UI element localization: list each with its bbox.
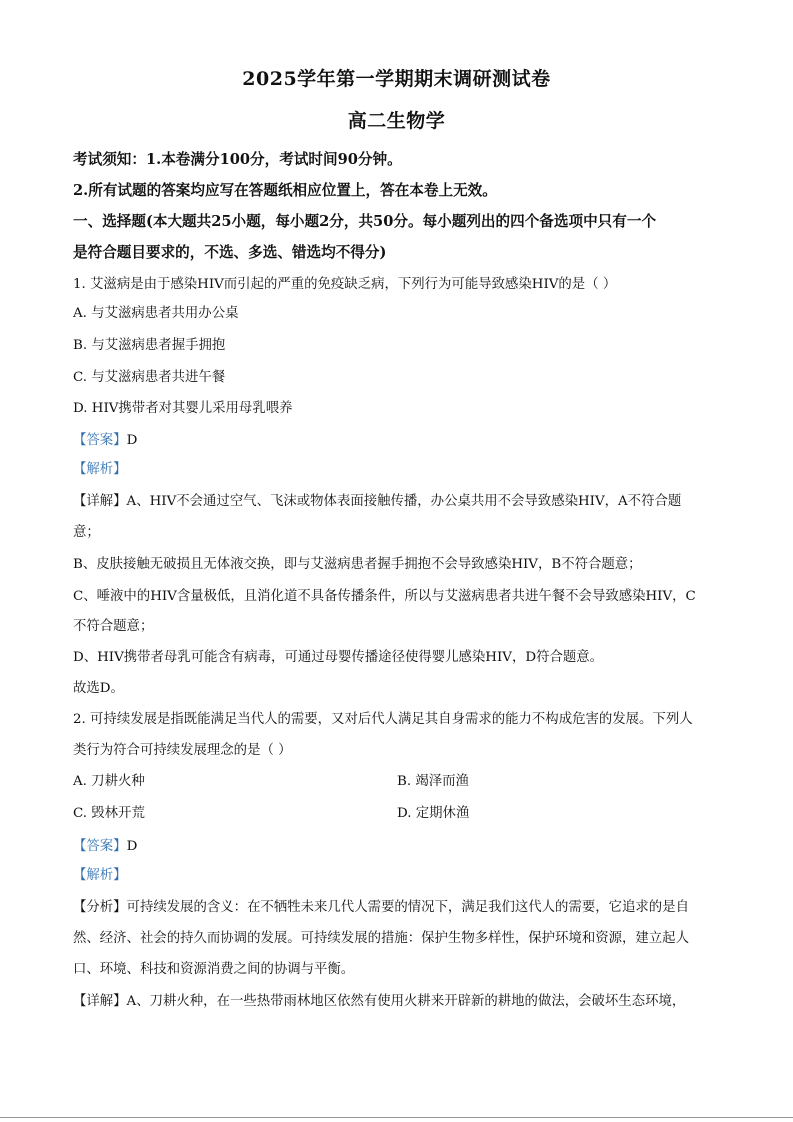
notice-line-2: 2.所有试题的答案均应写在答题纸相应位置上，答在本卷上无效。: [73, 182, 497, 199]
q2-analysis-3: 口、环境、科技和资源消费之间的协调与平衡。: [73, 962, 355, 977]
q1-detail-3-cont: 不符合题意；: [73, 619, 154, 634]
q1-answer-value: D: [126, 433, 138, 448]
section-heading-line-2: 是符合题目要求的，不选、多选、错选均不得分): [73, 244, 387, 261]
q1-stem: 1. 艾滋病是由于感染HIV而引起的严重的免疫缺乏病，下列行为可能导致感染HIV的是（ ）: [73, 277, 617, 292]
q1-option-c: C. 与艾滋病患者共进午餐: [73, 370, 226, 385]
q1-detail-4: D、HIV携带者母乳可能含有病毒，可通过母婴传播途径使得婴儿感染HIV，D符合题意。: [73, 650, 604, 665]
exam-title: 2025学年第一学期期末调研测试卷: [242, 68, 551, 90]
q1-analysis-tag: 【解析】: [73, 462, 127, 477]
q2-option-a: A. 刀耕火种: [73, 774, 145, 789]
q2-stem-2: 类行为符合可持续发展理念的是（ ）: [73, 743, 292, 758]
q1-option-d: D. HIV携带者对其婴儿采用母乳喂养: [73, 401, 293, 416]
q1-option-b: B. 与艾滋病患者握手拥抱: [73, 338, 226, 353]
q1-conclusion: 故选D。: [73, 681, 124, 696]
q2-detail-1: 【详解】A、刀耕火种，在一些热带雨林地区依然有使用火耕来开辟新的耕地的做法，会破坏生态环境，: [73, 994, 686, 1009]
q2-stem-1: 2. 可持续发展是指既能满足当代人的需要，又对后代人满足其自身需求的能力不构成危害的发展。下列人: [73, 712, 693, 727]
q1-detail-1: 【详解】A、HIV不会通过空气、飞沫或物体表面接触传播，办公桌共用不会导致感染HIV，A不符合题: [73, 494, 682, 509]
q2-option-b: B. 竭泽而渔: [397, 774, 469, 789]
q1-answer-tag: 【答案】: [73, 433, 127, 448]
notice-line-1: 考试须知：1.本卷满分100分，考试时间90分钟。: [73, 151, 402, 168]
subject-title: 高二生物学: [347, 110, 446, 132]
q2-answer: [73, 837, 721, 857]
q2-answer-value: D: [126, 839, 138, 854]
section-heading-line-1: 一、选择题(本大题共25小题，每小题2分，共50分。每小题列出的四个备选项中只有一个: [73, 213, 657, 230]
q1-option-a: A. 与艾滋病患者共用办公桌: [73, 306, 239, 321]
q2-analysis-tag: 【解析】: [73, 868, 127, 883]
q1-detail-2: B、皮肤接触无破损且无体液交换，即与艾滋病患者握手拥抱不会导致感染HIV，B不符合题意；: [73, 557, 642, 572]
q2-answer-tag: 【答案】: [73, 839, 127, 854]
q2-option-d: D. 定期休渔: [397, 806, 470, 821]
q2-analysis-1: 【分析】可持续发展的含义：在不牺牲未来几代人需要的情况下，满足我们这代人的需要，它追求的是自: [73, 900, 689, 915]
page-bottom-divider: [0, 1117, 793, 1118]
q1-detail-1-cont: 意；: [73, 525, 100, 540]
q1-answer: [73, 431, 721, 451]
q2-option-c: C. 毁林开荒: [73, 806, 145, 821]
q2-analysis-2: 然、经济、社会的持久而协调的发展。可持续发展的措施：保护生物多样性，保护环境和资源，建立起人: [73, 931, 689, 946]
q1-detail-3: C、唾液中的HIV含量极低，且消化道不具备传播条件，所以与艾滋病患者共进午餐不会导致感染HIV，C: [73, 589, 696, 604]
